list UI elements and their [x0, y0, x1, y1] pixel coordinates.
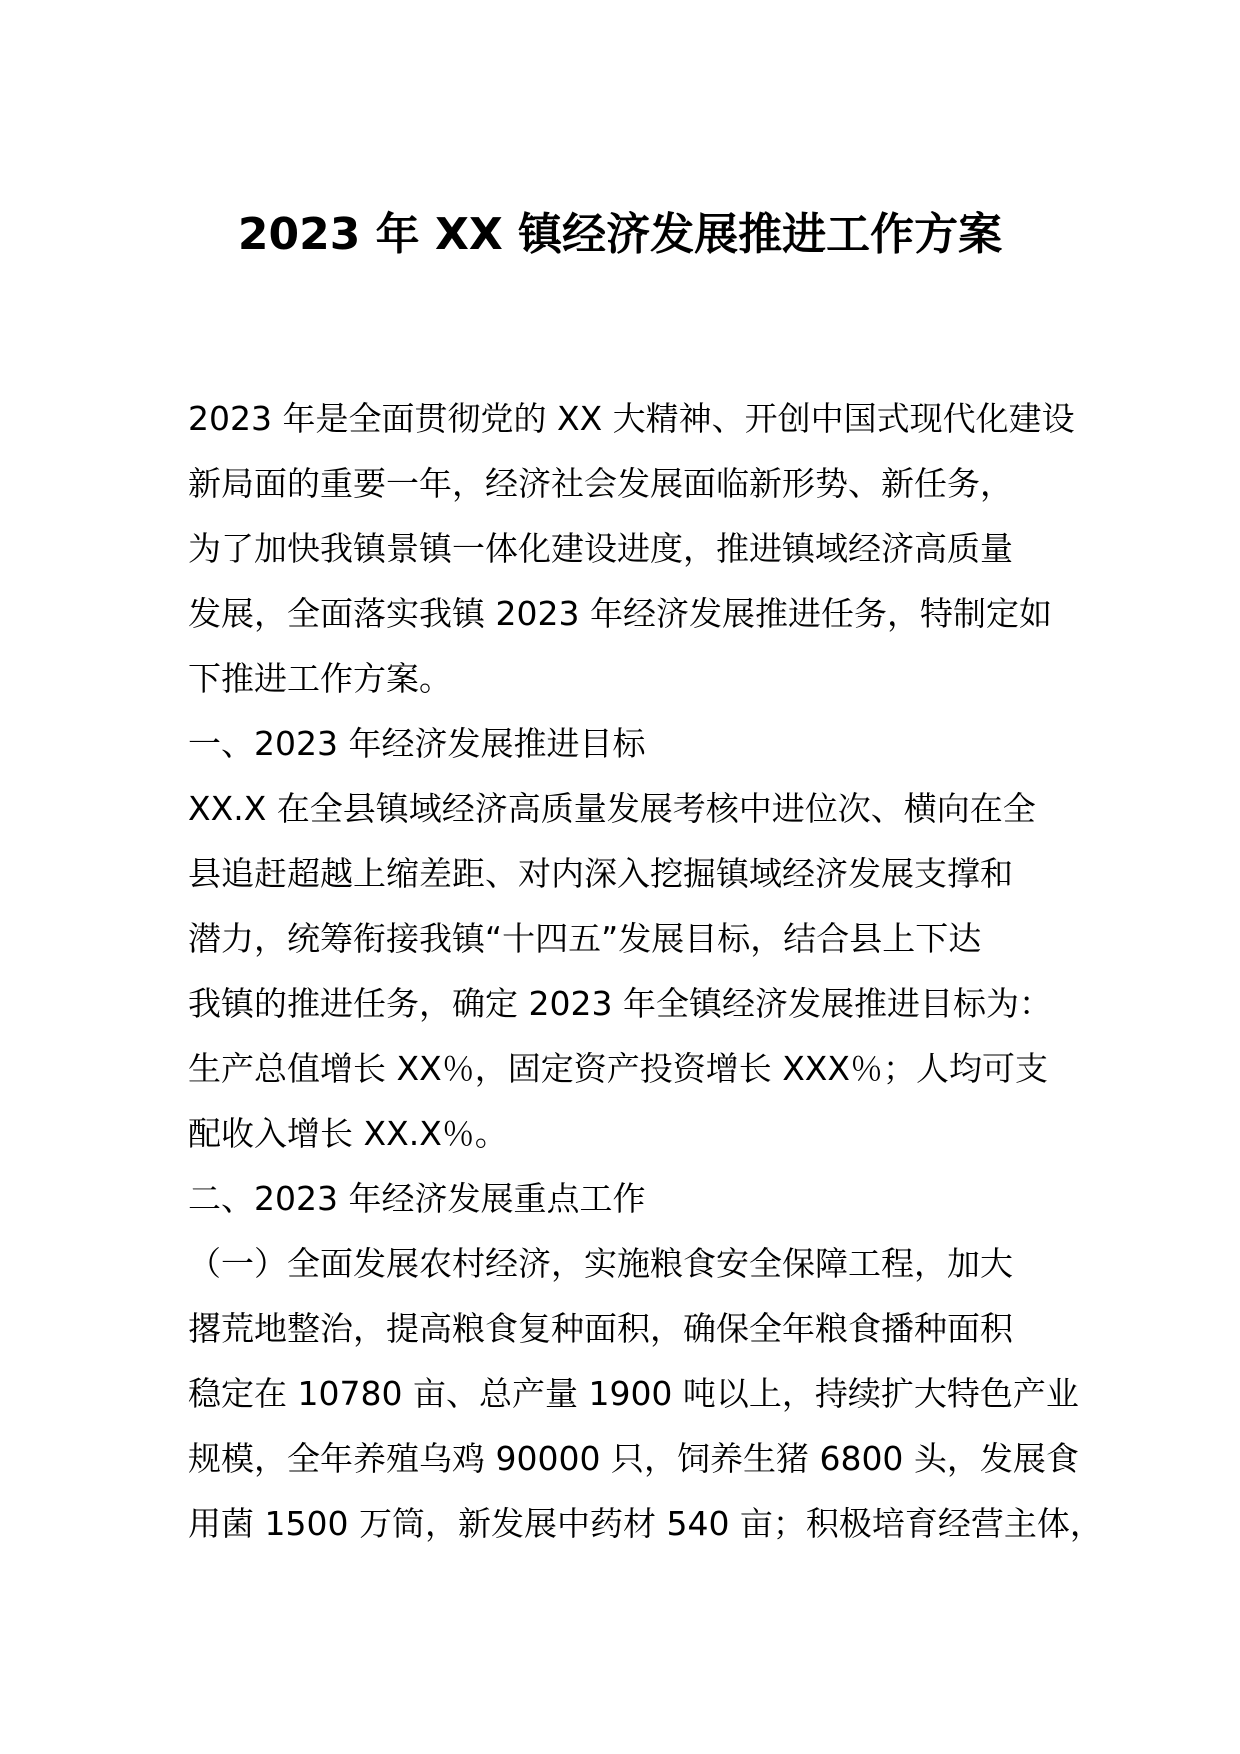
- body-line: 为了加快我镇景镇一体化建设进度，推进镇域经济高质量: [188, 529, 1013, 568]
- body-line: 撂荒地整治，提高粮食复种面积，确保全年粮食播种面积: [188, 1309, 1013, 1348]
- body-line: 下推进工作方案。: [188, 659, 452, 698]
- body-line: 生产总值增长 XX％，固定资产投资增长 XXX％；人均可支: [188, 1049, 1049, 1088]
- body-line: 发展，全面落实我镇 2023 年经济发展推进任务，特制定如: [188, 594, 1052, 633]
- document-title: 2023 年 XX 镇经济发展推进工作方案: [237, 209, 1003, 260]
- body-line: 我镇的推进任务，确定 2023 年全镇经济发展推进目标为：: [188, 984, 1052, 1023]
- body-line: （一）全面发展农村经济，实施粮食安全保障工程，加大: [188, 1244, 1013, 1283]
- body-line: 新局面的重要一年，经济社会发展面临新形势、新任务，: [188, 464, 1013, 503]
- body-line: 潜力，统筹衔接我镇“十四五”发展目标，结合县上下达: [188, 919, 982, 958]
- body-line: XX.X 在全县镇域经济高质量发展考核中进位次、横向在全: [188, 789, 1036, 828]
- section-heading-2: 二、2023 年经济发展重点工作: [188, 1179, 646, 1218]
- body-line: 配收入增长 XX.X％。: [188, 1114, 508, 1153]
- document-body: [188, 386, 1103, 1556]
- body-line: 稳定在 10780 亩、总产量 1900 吨以上，持续扩大特色产业: [188, 1374, 1079, 1413]
- body-line: 用菌 1500 万筒，新发展中药材 540 亩；积极培育经营主体，: [188, 1504, 1103, 1543]
- section-heading-1: 一、2023 年经济发展推进目标: [188, 724, 646, 763]
- body-line: 2023 年是全面贯彻党的 XX 大精神、开创中国式现代化建设: [188, 399, 1075, 438]
- body-line: 规模，全年养殖乌鸡 90000 只，饲养生猪 6800 头，发展食: [188, 1439, 1079, 1478]
- body-line: 县追赶超越上缩差距、对内深入挖掘镇域经济发展支撑和: [188, 854, 1013, 893]
